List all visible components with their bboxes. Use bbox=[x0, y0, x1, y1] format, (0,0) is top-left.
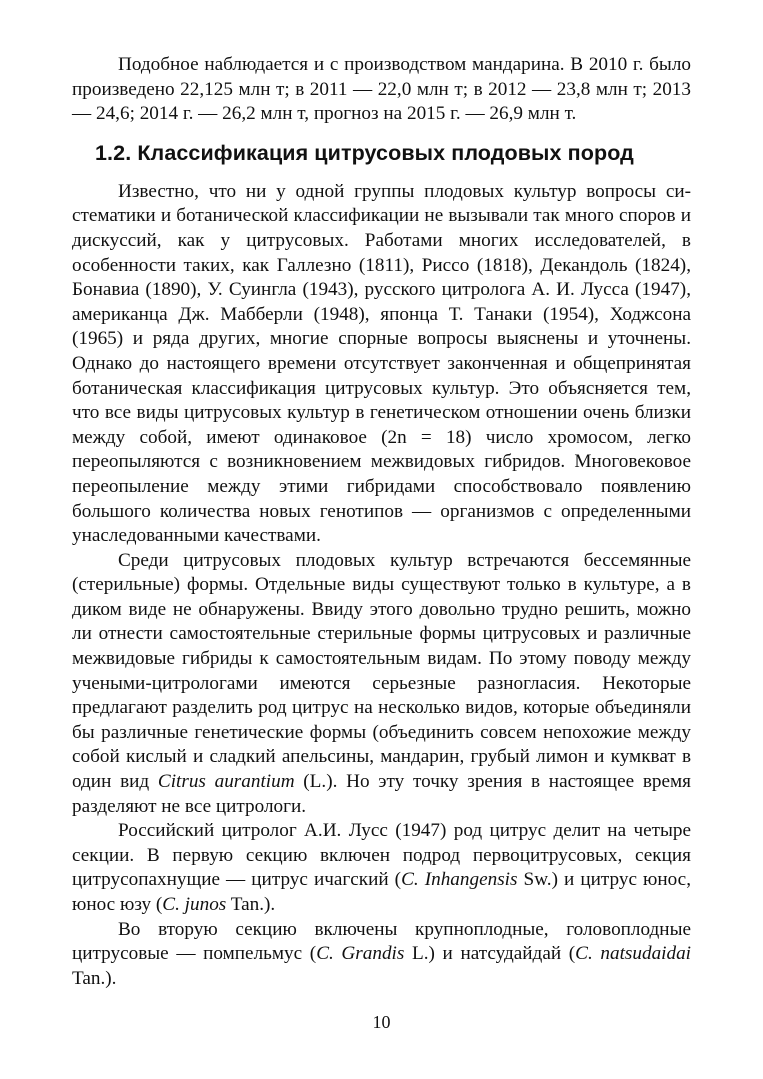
paragraph-sterile-forms bbox=[72, 549, 691, 820]
paragraph-text: (L.). Но эту точку зрения в настоящее время разделяют не все цитрологи. bbox=[72, 771, 691, 817]
paragraph-mandarin-production: Подобное наблюдается и с производством мандарина. В 2010 г. было произведено 22,125 млн т; в 2011 — 22,0 млн т; в 2012 — 23,8 млн т; 2013 — 24,6; 2014 г. — 26,2 млн т, прогноз на 2015 г. — 26,9 млн т. bbox=[72, 54, 691, 125]
page-number: 10 bbox=[372, 1012, 391, 1032]
species-name: C. Grandis bbox=[316, 943, 405, 965]
section-heading: 1.2. Классификация цитрусовых плодовых пород bbox=[95, 140, 634, 165]
paragraph-text: Среди цитрусовых плодовых культур встречаются бессемянные (стерильные) формы. Отдельные виды существуют только в культуре, а в диком виде не обнаружены. Ввиду этого довольно трудно решить, можно ли отнести самостоятельные стерильные формы цитрусовых и различные межвидовые гибриды к самостоятельным видам. По этому поводу между учеными-цитрологами имеются серьезные разногласия. Некоторые предлагают разделить род цитрус на несколько видов, которые объединяли бы различные генетические формы (объединить совсем непохожие между собой кислый и сладкий апельсины, мандарин, грубый лимон и кумкват в один вид bbox=[72, 549, 691, 793]
species-name: C. junos bbox=[162, 894, 227, 915]
paragraph-second-section bbox=[72, 918, 691, 992]
paragraph-text: Tan.). bbox=[226, 894, 276, 915]
paragraph-classification-history: Известно, что ни у одной группы плодовых культур вопросы систематики и ботанической классификации не вызывали так много споров и дискуссий, как у цитрусовых. Работами многих исследователей, в особенности таких, как Галлезно (1811), Риссо (1818), Декандоль (1824), Бонавиа (1890), У. Суингла (1943), русского цитролога А. И. Лусса (1947), американца Дж. Мабберли (1948), японца Т. Танаки (1954), Ходжсона (1965) и ряда других, многие спорные вопросы выяснены и уточнены. Однако до настоящего времени отсутствует законченная и общепринятая ботаническая классификация цитрусовых культур. Это объясняется тем, что все виды цитрусовых культур в генетическом отношении очень близки между собой, имеют одинаковое (2n = 18) число хромосом, легко переопыляются с возникновением межвидовых гибридов. Многовековое переопыление между этими гибридами способствовало появлению большого количества новых генотипов — организмов с определенными унаследованными качествами. bbox=[72, 180, 691, 547]
paragraph-first-section bbox=[72, 819, 691, 917]
paragraph-text: Во вторую секцию включены крупноплодные, головоплодные цитрусовые — помпельмус ( bbox=[72, 918, 691, 965]
page-body bbox=[72, 53, 691, 991]
paragraph-text: Sw.) и цитрус юнос, юнос юзу ( bbox=[72, 869, 692, 915]
species-name: Citrus aurantium bbox=[157, 771, 295, 793]
species-name: C. natsudaidai bbox=[575, 943, 692, 965]
species-name: C. Inhangensis bbox=[401, 869, 518, 891]
paragraph-text: Tan.). bbox=[72, 967, 117, 989]
paragraph-text: Российский цитролог А.И. Лусс (1947) род цитрус делит на четыре секции. В первую секцию включен подрод первоцитрусовых, секция цитрусопахнущие — цитрус ичагский ( bbox=[72, 820, 691, 891]
paragraph-text: L.) и натсудайдай ( bbox=[404, 943, 576, 965]
